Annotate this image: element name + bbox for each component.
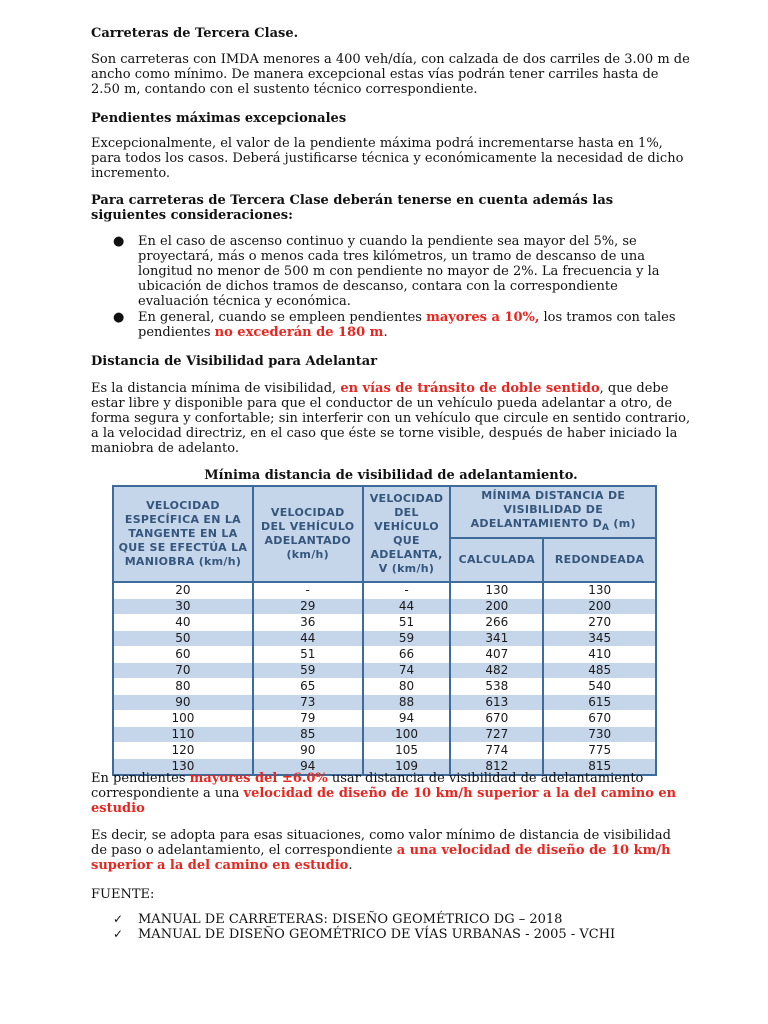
header-velocidad-especifica: VELOCIDAD ESPECÍFICA EN LA TANGENTE EN LA QUE SE EFECTÚA LA MANIOBRA (km/h) — [113, 486, 253, 582]
table-row — [113, 615, 656, 631]
table-cell: 410 — [543, 647, 656, 663]
source-text: MANUAL DE DISEÑO GEOMÉTRICO DE VÍAS URBANAS - 2005 - VCHI — [138, 927, 616, 942]
table-row — [113, 695, 656, 711]
header-calculada: CALCULADA — [450, 538, 543, 582]
table-cell: 775 — [543, 743, 656, 759]
table-row — [113, 727, 656, 743]
bullet-text: . — [383, 325, 388, 340]
table-row — [113, 663, 656, 679]
table-cell: 79 — [253, 711, 363, 727]
paragraph-pendientes: Excepcionalmente, el valor de la pendiente máxima podrá incrementarse hasta en 1%, para todos los casos. Deberá justificarse técnica y económicamente la necesidad de dicho incremento. — [91, 136, 684, 181]
list-item — [91, 912, 691, 927]
table-cell: 130 — [543, 582, 656, 599]
highlight-text: a una velocidad de diseño de 10 km/h superior a la del camino en estudio — [91, 843, 671, 873]
header-minima-distancia — [450, 486, 656, 538]
table-cell: 90 — [113, 695, 253, 711]
text-span: En pendientes — [91, 771, 190, 786]
table-cell: 60 — [113, 647, 253, 663]
table-cell: 100 — [113, 711, 253, 727]
header-velocidad-adelantado: VELOCIDAD DEL VEHÍCULO ADELANTADO (km/h) — [253, 486, 363, 582]
text-span: . — [348, 858, 353, 873]
highlight-text: en vías de tránsito de doble sentido — [340, 381, 600, 396]
table-cell: 109 — [363, 759, 451, 776]
table-cell: 540 — [543, 679, 656, 695]
bullet-text: En general, cuando se empleen pendientes — [138, 310, 427, 325]
table-cell: 538 — [450, 679, 543, 695]
table-cell: 613 — [450, 695, 543, 711]
checkmark-icon: ✓ — [113, 912, 124, 926]
table-cell: 615 — [543, 695, 656, 711]
sources-list — [91, 912, 691, 942]
bullet-icon: ● — [113, 310, 125, 325]
bullet-text: En el caso de ascenso continuo y cuando la pendiente sea mayor del 5%, se proyectará, más o menos cada tres kilómetros, un tramo de descanso de una longitud no menor de 500 m con pendiente no mayor de 2%. La frecuencia y la ubicación de dichos tramos de descanso, contara con la correspondiente evaluación técnica y económica. — [138, 234, 660, 309]
table-cell: 670 — [543, 711, 656, 727]
checkmark-icon: ✓ — [113, 927, 124, 941]
list-item — [91, 927, 691, 942]
table-cell: 94 — [253, 759, 363, 776]
table-cell: 130 — [113, 759, 253, 776]
table-cell: 51 — [363, 615, 451, 631]
table-cell: 30 — [113, 599, 253, 615]
table-cell: 88 — [363, 695, 451, 711]
table-cell: 80 — [113, 679, 253, 695]
table-cell: 407 — [450, 647, 543, 663]
table-cell: 66 — [363, 647, 451, 663]
paragraph-tercera-clase: Son carreteras con IMDA menores a 400 veh/día, con calzada de dos carriles de 3.00 m de ancho como mínimo. De manera excepcional estas vías podrán tener carriles hasta de 2.50 m, contando con el sustento técnico correspondiente. — [91, 52, 690, 97]
table-cell: 774 — [450, 743, 543, 759]
table-cell: 70 — [113, 663, 253, 679]
table-cell: 94 — [363, 711, 451, 727]
bullet-text: los tramos con tales pendientes — [138, 310, 676, 340]
highlight-text: mayores a 10%, — [426, 310, 540, 325]
highlight-text: velocidad de diseño de 10 km/h superior a la del camino en estudio — [91, 786, 677, 816]
table-cell: 20 — [113, 582, 253, 599]
table-row — [113, 743, 656, 759]
table-cell: 100 — [363, 727, 451, 743]
after-table-content — [91, 771, 691, 942]
table-cell: 485 — [543, 663, 656, 679]
header-velocidad-adelanta: VELOCIDAD DEL VEHÍCULO QUE ADELANTA, V (km/h) — [363, 486, 451, 582]
table-cell: 130 — [450, 582, 543, 599]
header-unit: (m) — [609, 517, 636, 530]
table-cell: 110 — [113, 727, 253, 743]
visibility-table — [112, 485, 657, 776]
table-row — [113, 582, 656, 599]
table-cell: 44 — [253, 631, 363, 647]
table-cell: 65 — [253, 679, 363, 695]
header-subscript: A — [602, 523, 610, 534]
text-span: Es decir, se adopta para esas situaciones, como valor mínimo de distancia de visibilidad de paso o adelantamiento, el correspondiente — [91, 828, 671, 858]
table-cell: 74 — [363, 663, 451, 679]
table-cell: 36 — [253, 615, 363, 631]
table-cell: 812 — [450, 759, 543, 776]
table-cell: 85 — [253, 727, 363, 743]
section-title-pendientes: Pendientes máximas excepcionales — [91, 111, 347, 126]
table-cell: 482 — [450, 663, 543, 679]
paragraph-visibilidad — [91, 381, 691, 456]
table-row — [113, 647, 656, 663]
section-title-tercera-clase: Carreteras de Tercera Clase. — [91, 26, 299, 41]
table-title: Mínima distancia de visibilidad de adelantamiento. — [204, 468, 578, 483]
table-cell: 266 — [450, 615, 543, 631]
header-text: MÍNIMA DISTANCIA DE VISIBILIDAD DE ADELANTAMIENTO D — [470, 489, 626, 530]
table-row — [113, 631, 656, 647]
table-cell: 40 — [113, 615, 253, 631]
table-cell: 270 — [543, 615, 656, 631]
table-cell: 120 — [113, 743, 253, 759]
table-cell: 200 — [450, 599, 543, 615]
document-body — [91, 26, 691, 483]
paragraph-es-decir — [91, 828, 691, 873]
table-cell: 345 — [543, 631, 656, 647]
text-span: usar distancia de visibilidad de adelantamiento correspondiente a una — [91, 771, 644, 801]
table-cell: 200 — [543, 599, 656, 615]
table-row — [113, 599, 656, 615]
table-cell: 730 — [543, 727, 656, 743]
table-row — [113, 711, 656, 727]
table-cell: - — [253, 582, 363, 599]
source-text: MANUAL DE CARRETERAS: DISEÑO GEOMÉTRICO DG – 2018 — [138, 912, 563, 927]
visibility-table-wrapper — [112, 485, 657, 776]
consideraciones-list — [91, 234, 691, 340]
table-cell: 51 — [253, 647, 363, 663]
section-title-visibilidad: Distancia de Visibilidad para Adelantar — [91, 354, 378, 369]
list-item — [91, 310, 691, 340]
table-body — [113, 582, 656, 775]
highlight-text: mayores del ±6.0% — [189, 771, 328, 786]
table-cell: 80 — [363, 679, 451, 695]
table-cell: 90 — [253, 743, 363, 759]
text-span: , que debe estar libre y disponible para que el conductor de un vehículo pueda adelantar a otro, de forma segura y confortable; sin interferir con un vehículo que circule en sentido contrario, a la velocidad directriz, en el caso que éste se torne visible, después de haber iniciado la maniobra de adelanto. — [91, 381, 691, 456]
table-cell: - — [363, 582, 451, 599]
table-cell: 59 — [253, 663, 363, 679]
section-title-consideraciones: Para carreteras de Tercera Clase deberán tenerse en cuenta además las siguientes consideraciones: — [91, 193, 614, 223]
table-cell: 59 — [363, 631, 451, 647]
table-cell: 105 — [363, 743, 451, 759]
list-item — [91, 234, 691, 309]
table-cell: 341 — [450, 631, 543, 647]
table-cell: 44 — [363, 599, 451, 615]
table-cell: 670 — [450, 711, 543, 727]
bullet-icon: ● — [113, 234, 125, 249]
table-cell: 815 — [543, 759, 656, 776]
table-row — [113, 679, 656, 695]
text-span: Es la distancia mínima de visibilidad, — [91, 381, 341, 396]
table-cell: 73 — [253, 695, 363, 711]
highlight-text: no excederán de 180 m — [214, 325, 384, 340]
table-cell: 727 — [450, 727, 543, 743]
table-cell: 29 — [253, 599, 363, 615]
source-label: FUENTE: — [91, 887, 155, 902]
header-redondeada: REDONDEADA — [543, 538, 656, 582]
paragraph-pendientes-6 — [91, 771, 691, 816]
table-cell: 50 — [113, 631, 253, 647]
